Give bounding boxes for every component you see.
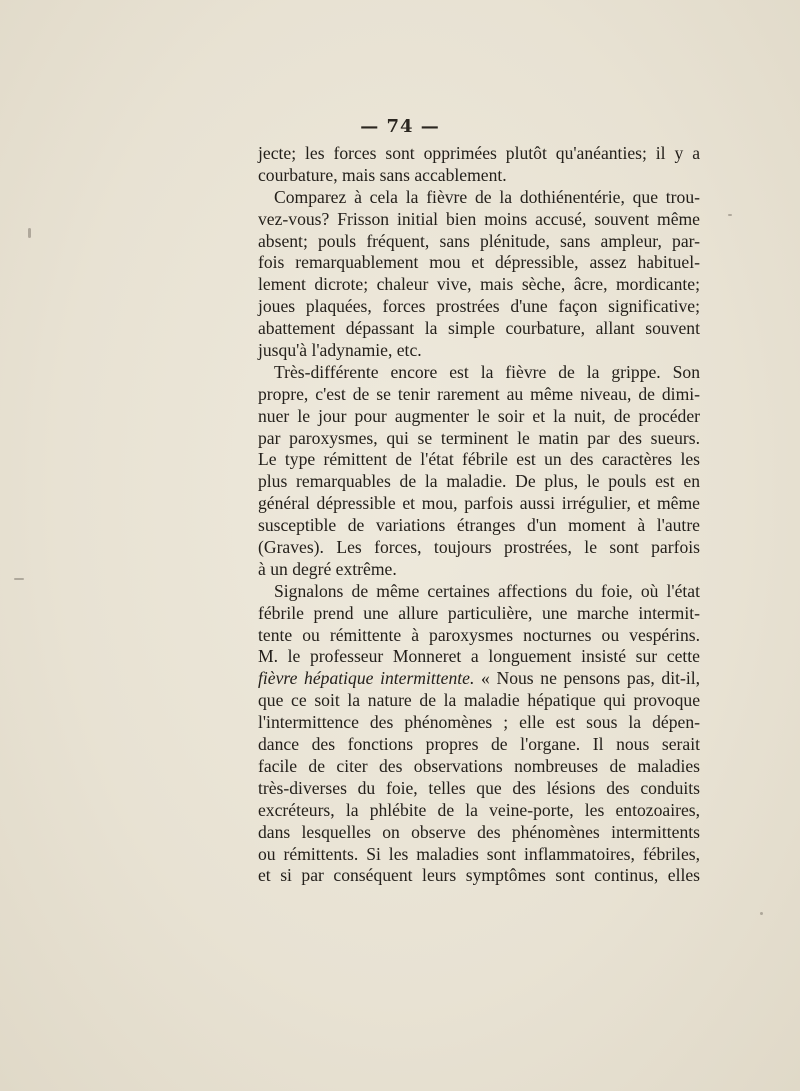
text-line: vez-vous? Frisson initial bien moins accusé, souvent même <box>258 208 700 229</box>
text-line: jusqu'à l'adynamie, etc. <box>258 340 422 361</box>
text-line: courbature, mais sans accablement. <box>258 164 507 185</box>
text-line: général dépressible et mou, parfois aussi irrégulier, et même <box>258 493 700 514</box>
text-line: plus remarquables de la maladie. De plus, le pouls est en <box>258 471 700 492</box>
text-line: et si par conséquent leurs symptômes sont continus, elles <box>258 865 700 886</box>
text-line: joues plaquées, forces prostrées d'une façon significative; <box>258 296 700 317</box>
text-line: facile de citer des observations nombreuses de maladies <box>258 755 700 776</box>
body-text <box>258 143 700 887</box>
text-line: Signalons de même certaines affections du foie, où l'état <box>274 580 700 601</box>
text-line: fois remarquablement mou et dépressible, assez habituel- <box>258 252 700 273</box>
text-line: nuer le jour pour augmenter le soir et la nuit, de procéder <box>258 405 700 426</box>
text-line: à un degré extrême. <box>258 558 397 579</box>
margin-mark <box>760 912 763 915</box>
text-line: ou rémittents. Si les maladies sont inflammatoires, fébriles, <box>258 843 700 864</box>
text-line: susceptible de variations étranges d'un moment à l'autre <box>258 515 700 536</box>
text-line: dance des fonctions propres de l'organe. Il nous serait <box>258 734 700 755</box>
text-line: fébrile prend une allure particulière, une marche intermit- <box>258 602 700 623</box>
margin-mark <box>14 578 24 580</box>
text-line: jecte; les forces sont opprimées plutôt qu'anéanties; il y a <box>258 143 700 163</box>
text-line: absent; pouls fréquent, sans plénitude, sans ampleur, par- <box>258 230 700 251</box>
text-line: très-diverses du foie, telles que des lésions des conduits <box>258 777 700 798</box>
text-line: propre, c'est de se tenir rarement au même niveau, de dimi- <box>258 383 700 404</box>
text-line: l'intermittence des phénomènes ; elle est sous la dépen- <box>258 712 700 733</box>
line-rest: « Nous ne pensons pas, dit-il, <box>474 668 701 689</box>
text-line: Le type rémittent de l'état fébrile est un des caractères les <box>258 449 700 470</box>
text-line: par paroxysmes, qui se terminent le matin par des sueurs. <box>258 427 700 448</box>
text-line: Comparez à cela la fièvre de la dothiénentérie, que trou- <box>274 186 700 207</box>
text-line: excréteurs, la phlébite de la veine-porte, les entozoaires, <box>258 799 700 820</box>
text-line: que ce soit la nature de la maladie hépatique qui provoque <box>258 690 700 711</box>
text-line: abattement dépassant la simple courbature, allant souvent <box>258 318 700 339</box>
italic-phrase: fièvre hépatique intermittente. <box>258 668 475 689</box>
text-line: lement dicrote; chaleur vive, mais sèche, âcre, mordicante; <box>258 274 700 295</box>
text-line: (Graves). Les forces, toujours prostrées, le sont parfois <box>258 537 700 558</box>
text-line: tente ou rémittente à paroxysmes nocturnes ou vespérins. <box>258 624 700 645</box>
margin-mark <box>28 228 31 238</box>
text-line: Très-différente encore est la fièvre de la grippe. Son <box>274 361 700 382</box>
text-line: dans lesquelles on observe des phénomènes intermittents <box>258 821 700 842</box>
margin-mark <box>728 214 732 216</box>
page-number: — 74 — <box>360 116 440 137</box>
text-line: M. le professeur Monneret a longuement insisté sur cette <box>258 646 700 667</box>
text-line <box>258 668 700 690</box>
